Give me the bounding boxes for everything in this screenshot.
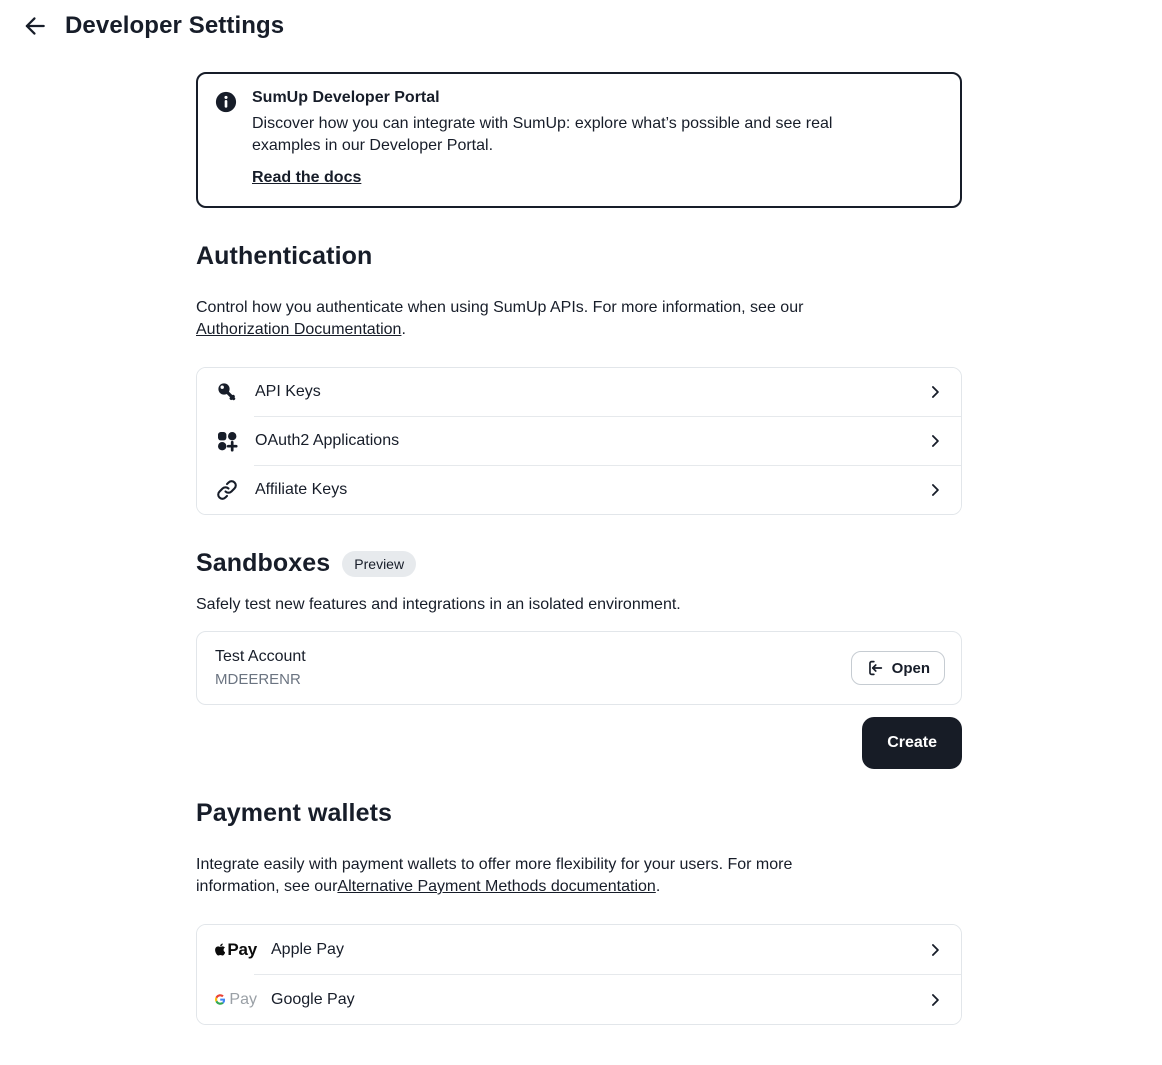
- authentication-description: [196, 297, 836, 341]
- list-item-label: API Keys: [255, 383, 321, 400]
- chevron-right-icon: [925, 480, 945, 500]
- payment-wallets-description-period: .: [655, 878, 661, 895]
- list-item-apple-pay[interactable]: [197, 925, 961, 974]
- sandbox-account-name: Test Account: [215, 648, 306, 665]
- authentication-description-period: .: [401, 321, 406, 338]
- payment-wallets-heading: Payment wallets: [196, 799, 393, 827]
- sandboxes-heading-row: [196, 549, 962, 578]
- read-the-docs-link[interactable]: Read the docs: [252, 169, 362, 186]
- arrow-left-icon: [22, 13, 48, 39]
- apple-pay-logo: [215, 940, 257, 960]
- payment-wallets-description-text: Integrate easily with payment wallets to offer more flexibility for your users. For more information, see our: [196, 856, 793, 895]
- list-item-api-keys[interactable]: [197, 368, 961, 416]
- sandbox-account-info: [215, 645, 306, 691]
- list-item-label: Apple Pay: [271, 940, 344, 958]
- create-sandbox-button[interactable]: Create: [862, 717, 962, 769]
- authentication-heading: Authentication: [196, 242, 373, 270]
- list-item-google-pay[interactable]: [197, 975, 961, 1024]
- sandbox-account-card: [196, 631, 962, 705]
- list-item-label: OAuth2 Applications: [255, 432, 400, 449]
- banner-title: SumUp Developer Portal: [252, 89, 440, 106]
- open-button-label: Open: [891, 659, 930, 677]
- chevron-right-icon: [925, 431, 945, 451]
- banner-content: [252, 89, 852, 187]
- page-header: [0, 0, 1162, 52]
- apps-add-icon: [215, 429, 239, 453]
- authentication-description-text: Control how you authenticate when using SumUp APIs. For more information, see our: [196, 299, 804, 316]
- payment-wallets-card: [196, 924, 962, 1025]
- open-sandbox-button[interactable]: [851, 651, 945, 685]
- google-pay-logo-word: Pay: [229, 990, 257, 1008]
- page-title: Developer Settings: [65, 12, 285, 39]
- authentication-card: [196, 367, 962, 515]
- authorization-documentation-link[interactable]: Authorization Documentation: [196, 321, 402, 338]
- list-item-oauth2-applications[interactable]: [197, 417, 961, 465]
- sandboxes-description: Safely test new features and integrations in an isolated environment.: [196, 596, 681, 613]
- chevron-right-icon: [925, 940, 945, 960]
- chevron-right-icon: [925, 990, 945, 1010]
- sandbox-account-code: MDEERENR: [215, 671, 301, 688]
- payment-wallets-description: [196, 854, 836, 898]
- alternative-payment-methods-link[interactable]: Alternative Payment Methods documentation: [337, 878, 656, 895]
- preview-badge: Preview: [342, 551, 416, 577]
- main-content: [196, 52, 962, 1025]
- list-item-label: Affiliate Keys: [255, 481, 348, 498]
- sandboxes-heading: Sandboxes: [196, 549, 331, 577]
- create-button-row: [196, 717, 962, 769]
- log-in-icon: [866, 659, 884, 677]
- key-icon: [215, 380, 239, 404]
- list-item-label: Google Pay: [271, 990, 355, 1008]
- banner-body: Discover how you can integrate with SumUp: explore what’s possible and see real examples in our Developer Portal.: [252, 115, 833, 154]
- google-pay-logo: [215, 991, 257, 1009]
- info-icon: [215, 91, 237, 187]
- link-icon: [215, 478, 239, 502]
- list-item-affiliate-keys[interactable]: [197, 466, 961, 514]
- back-button[interactable]: [15, 6, 55, 46]
- apple-pay-logo-word: Pay: [227, 939, 257, 959]
- chevron-right-icon: [925, 382, 945, 402]
- developer-portal-banner: [196, 72, 962, 208]
